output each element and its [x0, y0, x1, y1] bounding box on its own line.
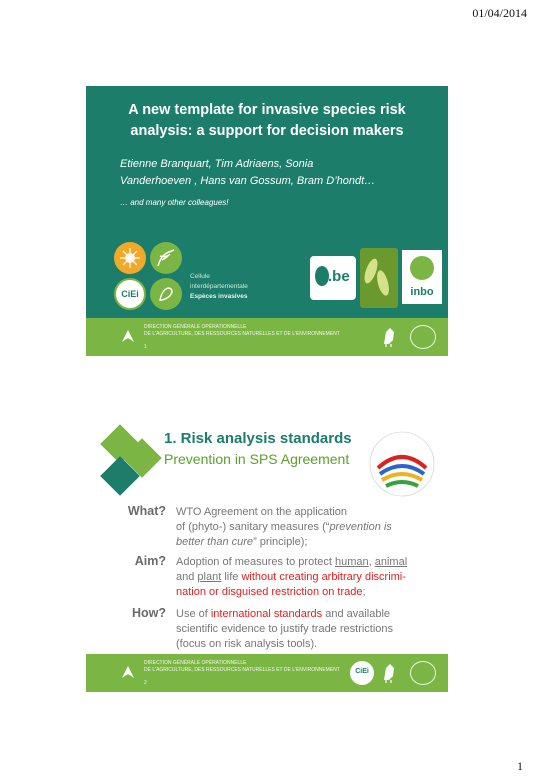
title-line-2: analysis: a support for decision makers [130, 123, 404, 139]
wallonia-leaf-icon [120, 328, 136, 344]
what-line-1: WTO Agreement on the application [176, 506, 348, 518]
inbo-logo-text: inbo [410, 286, 434, 298]
slide-2-subtitle: Prevention in SPS Agreement [164, 451, 350, 467]
wto-logo-icon [362, 424, 442, 504]
what-line-3b: ” principle); [253, 536, 308, 548]
cellule-label [190, 272, 248, 302]
rooster-icon [380, 660, 398, 684]
ciei-badge-icon [350, 661, 374, 685]
inbo-leaf-shape [410, 256, 434, 280]
what-text [176, 505, 436, 550]
slide-1 [86, 86, 448, 356]
how-label: How? [131, 606, 166, 620]
aim-human: human [334, 556, 369, 568]
aim-line-1a: Adoption of measures to protect [176, 556, 335, 568]
diamond-logos [92, 422, 162, 502]
cellule-line-3: Espèces invasives [190, 293, 248, 300]
what-label: What? [127, 504, 166, 518]
footer-text [144, 660, 354, 674]
cellule-line-1: Cellule [190, 273, 210, 280]
what-line-3 [176, 535, 436, 550]
slide-number: 1 [144, 344, 147, 350]
inbo-logo-icon [402, 250, 442, 304]
slide-2-footer [86, 654, 448, 692]
be-logo-icon [310, 256, 356, 300]
how-line-1a: Use of [176, 608, 211, 620]
wallonia-leaf-icon [120, 664, 136, 680]
aim-label: Aim? [134, 554, 166, 568]
slide-2 [86, 418, 448, 692]
aim-line-1 [176, 555, 436, 570]
slide-number: 2 [144, 680, 147, 686]
how-line-1c: and available [322, 608, 391, 620]
how-line-1b: international standards [210, 608, 323, 620]
print-date: 01/04/2014 [472, 6, 527, 20]
how-line-3: (focus on risk analysis tools). [176, 638, 318, 650]
olive-leaf-logo-icon [360, 248, 398, 308]
aim-text [176, 555, 436, 600]
how-line-2: scientific evidence to justify trade restrictions [176, 623, 394, 635]
cellule-line-2: interdépartementale [190, 283, 248, 290]
insect-logo-icon [114, 242, 146, 274]
be-logo-text: .be [328, 268, 350, 285]
slide-2-title: 1. Risk analysis standards [164, 430, 352, 447]
be-logo-shape [315, 266, 329, 286]
aim-line-3a: nation or disguised restriction on trade [176, 586, 363, 598]
aim-line-2a: and [176, 571, 198, 583]
aim-line-3b: ; [362, 586, 366, 598]
aim-line-3 [176, 585, 436, 600]
seal-logo-icon [410, 325, 436, 349]
ciei-logo-text: CiEi [121, 289, 139, 299]
slide-1-footer [86, 318, 448, 356]
authors-line-2: Vanderhoeven , Hans van Gossum, Bram D’hondt… [120, 175, 376, 187]
rooster-icon [380, 324, 398, 348]
seal-logo-icon [410, 661, 436, 685]
logo-row [86, 234, 448, 316]
aim-comma: , [368, 556, 375, 568]
plant-logo-icon [150, 242, 182, 274]
slide-1-title [86, 100, 448, 142]
how-line-1 [176, 607, 436, 622]
what-line-2a: of (phyto-) sanitary measures (“ [176, 521, 330, 533]
ciei-logo-icon [114, 278, 146, 310]
authors [120, 156, 440, 190]
how-text [176, 607, 436, 652]
footer-line-2: DE L'AGRICULTURE, DES RESSOURCES NATURELLES ET DE L'ENVIRONNEMENT [144, 331, 340, 337]
colleagues-note: … and many other colleagues! [120, 198, 229, 207]
aim-line-2c: without creating arbitrary discrimi- [241, 571, 406, 583]
ciei-badge-text: CiEi [355, 668, 369, 675]
what-line-2b: prevention is [329, 521, 392, 533]
footer-text [144, 324, 354, 338]
footer-line-1: DIRECTION GÉNÉRALE OPÉRATIONNELLE [144, 324, 247, 330]
creature-logo-icon [150, 278, 182, 310]
aim-plant: plant [197, 571, 222, 583]
aim-line-2b: life [221, 571, 242, 583]
aim-line-2 [176, 570, 436, 585]
footer-line-1: DIRECTION GÉNÉRALE OPÉRATIONNELLE [144, 660, 247, 666]
title-line-1: A new template for invasive species risk [128, 102, 406, 118]
what-line-2 [176, 520, 436, 535]
page-number: 1 [517, 759, 523, 773]
footer-line-2: DE L'AGRICULTURE, DES RESSOURCES NATURELLES ET DE L'ENVIRONNEMENT [144, 667, 340, 673]
what-line-3a: better than cure [176, 536, 254, 548]
aim-animal: animal [374, 556, 408, 568]
authors-line-1: Etienne Branquart, Tim Adriaens, Sonia [120, 158, 314, 170]
